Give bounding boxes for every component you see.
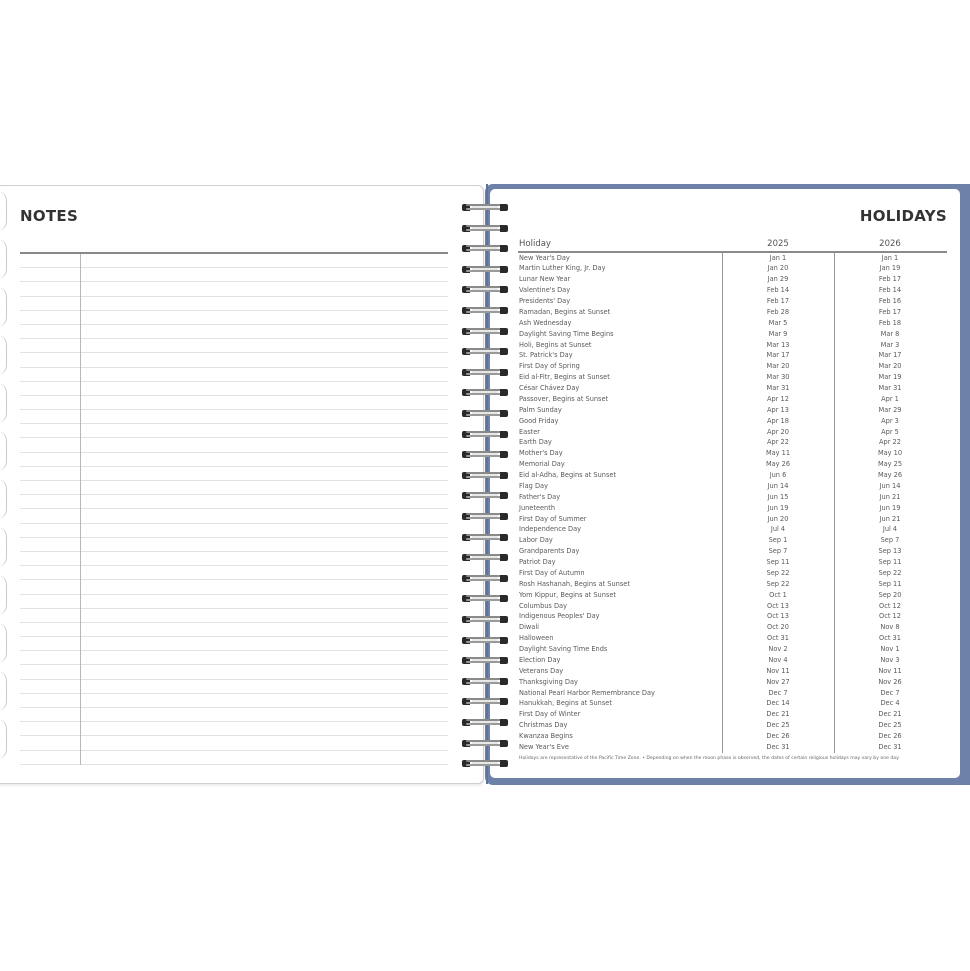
notes-line[interactable] (20, 254, 448, 268)
date-2026: Nov 3 (880, 655, 900, 664)
date-2026: Sep 7 (880, 536, 900, 545)
date-2026: Jun 19 (879, 503, 901, 512)
table-row (518, 350, 948, 361)
table-row (518, 557, 948, 568)
date-2025: Apr 13 (767, 405, 789, 414)
holiday-name: Lunar New Year (519, 275, 571, 284)
table-row (518, 372, 948, 383)
spiral-ring-icon (462, 492, 508, 499)
page-edge-tab (0, 431, 7, 471)
holiday-name: Memorial Day (519, 460, 565, 469)
notes-line[interactable] (20, 368, 448, 382)
notes-line[interactable] (20, 665, 448, 679)
date-2026: Sep 20 (878, 590, 902, 599)
date-2026: Sep 13 (878, 547, 902, 556)
date-2026: Dec 26 (878, 732, 902, 740)
date-2026: Jun 21 (879, 492, 901, 501)
date-2026: May 25 (877, 460, 903, 469)
table-row (518, 742, 948, 753)
holiday-name: New Year's Eve (519, 742, 569, 751)
date-2025: Mar 5 (768, 318, 788, 327)
date-2026: Nov 1 (880, 645, 900, 653)
holiday-name: Rosh Hashanah, Begins at Sunset (519, 579, 630, 588)
table-row (518, 590, 948, 601)
date-2025: May 26 (765, 460, 791, 469)
spiral-ring-icon (462, 369, 508, 376)
notes-line[interactable] (20, 467, 448, 481)
date-2026: Oct 12 (879, 612, 901, 621)
table-row (518, 579, 948, 590)
table-row (518, 361, 948, 372)
holiday-name: Mother's Day (519, 449, 563, 458)
notes-line[interactable] (20, 495, 448, 509)
date-2026: Jul 4 (882, 525, 898, 534)
page-edge-tab (0, 575, 7, 615)
table-row (518, 318, 948, 329)
holiday-name: Presidents' Day (519, 297, 571, 305)
spiral-ring-icon (462, 534, 508, 541)
holiday-name: Patriot Day (519, 558, 556, 566)
table-row (518, 601, 948, 612)
date-2026: Mar 19 (878, 373, 902, 382)
date-2025: Oct 13 (767, 612, 789, 621)
date-2026: May 26 (877, 471, 903, 479)
notes-line[interactable] (20, 268, 448, 282)
date-2025: Feb 17 (766, 297, 790, 305)
holiday-name: Ramadan, Begins at Sunset (519, 307, 611, 316)
table-row (518, 611, 948, 622)
date-2025: Apr 22 (767, 438, 789, 447)
date-2025: Jun 19 (767, 503, 789, 512)
table-row (518, 481, 948, 492)
date-2026: Mar 20 (878, 362, 902, 371)
holiday-name: Daylight Saving Time Ends (519, 645, 608, 653)
holiday-name: Christmas Day (519, 721, 568, 730)
date-2025: Jun 14 (767, 481, 789, 490)
date-2026: Apr 5 (881, 427, 899, 436)
holiday-name: Earth Day (519, 438, 552, 447)
page-edge-tab (0, 239, 7, 279)
notes-line[interactable] (20, 438, 448, 452)
date-2026: Jun 14 (879, 481, 901, 490)
date-2026: Oct 31 (879, 634, 901, 643)
date-2026: Mar 29 (878, 405, 902, 414)
table-row (518, 394, 948, 405)
holidays-footnote: Holidays are representative of the Pacific Time Zone. • Depending on when the moon phase is observed, the dates of certain religious holidays may vary by one day. (519, 756, 900, 761)
holiday-name: Easter (519, 427, 540, 436)
spiral-ring-icon (462, 513, 508, 520)
notes-line[interactable] (20, 325, 448, 339)
table-row (518, 731, 948, 742)
notes-line[interactable] (20, 580, 448, 594)
notes-line[interactable] (20, 708, 448, 722)
date-2026: Oct 12 (879, 601, 901, 610)
binding-spine (486, 184, 488, 784)
table-row (518, 492, 948, 503)
table-row (518, 253, 948, 264)
holiday-name: Yom Kippur, Begins at Sunset (519, 590, 616, 599)
date-2025: Apr 18 (767, 416, 789, 425)
date-2026: Apr 22 (879, 438, 901, 447)
table-row (518, 470, 948, 481)
date-2025: Mar 20 (766, 362, 790, 371)
notes-line[interactable] (20, 453, 448, 467)
spiral-ring-icon (462, 431, 508, 438)
table-row (518, 503, 948, 514)
table-row (518, 274, 948, 285)
date-2025: Oct 1 (769, 590, 787, 599)
date-2025: Feb 28 (766, 307, 790, 316)
table-row (518, 688, 948, 699)
page-edge-tab (0, 383, 7, 423)
spiral-ring-icon (462, 616, 508, 623)
holiday-name: Flag Day (519, 481, 548, 490)
page-edge-tab (0, 287, 7, 327)
notes-line[interactable] (20, 382, 448, 396)
table-row (518, 709, 948, 720)
holiday-name: Good Friday (519, 416, 559, 425)
notes-line[interactable] (20, 396, 448, 410)
table-row (518, 666, 948, 677)
holiday-name: Ash Wednesday (519, 318, 572, 327)
notes-line[interactable] (20, 410, 448, 424)
date-2025: May 11 (765, 449, 791, 458)
holiday-name: First Day of Spring (519, 362, 580, 371)
table-row (518, 524, 948, 535)
date-2025: Apr 20 (767, 427, 789, 436)
date-2026: Dec 25 (878, 721, 902, 730)
page-edge-tab (0, 191, 7, 231)
holiday-name: National Pearl Harbor Remembrance Day (519, 688, 655, 697)
date-2026: Dec 31 (878, 742, 902, 751)
date-2026: Apr 1 (881, 394, 899, 403)
date-2025: Sep 11 (766, 558, 790, 566)
date-2025: Sep 1 (768, 536, 788, 545)
spiral-ring-icon (462, 678, 508, 685)
table-header (518, 238, 948, 251)
table-row (518, 677, 948, 688)
page-edge-tab (0, 335, 7, 375)
holiday-name: Juneteenth (519, 503, 556, 512)
date-2025: Apr 12 (767, 394, 789, 403)
date-2026: Feb 17 (878, 275, 902, 284)
date-2026: Jan 1 (881, 253, 899, 262)
spiral-ring-icon (462, 575, 508, 582)
table-row (518, 644, 948, 655)
spiral-ring-icon (462, 554, 508, 561)
table-row (518, 285, 948, 296)
date-2025: Oct 13 (767, 601, 789, 610)
holiday-name: St. Patrick's Day (519, 351, 573, 360)
date-2025: Jun 6 (769, 471, 787, 479)
notes-line[interactable] (20, 311, 448, 325)
holiday-name: Thanksgiving Day (519, 677, 578, 686)
spiral-ring-icon (462, 740, 508, 747)
spiral-ring-icon (462, 245, 508, 252)
date-2025: Sep 7 (768, 547, 788, 556)
notes-line[interactable] (20, 282, 448, 296)
date-2026: Mar 3 (880, 340, 900, 349)
date-2026: Mar 17 (878, 351, 902, 360)
date-2026: Dec 7 (880, 688, 900, 697)
date-2025: Sep 22 (766, 568, 790, 577)
date-2026: Mar 31 (878, 384, 902, 392)
notes-line[interactable] (20, 297, 448, 311)
holiday-name: Indigenous Peoples' Day (519, 612, 600, 621)
date-2026: Nov 11 (878, 666, 902, 675)
notes-line[interactable] (20, 609, 448, 623)
holiday-name: First Day of Summer (519, 514, 587, 523)
table-row (518, 622, 948, 633)
notes-line[interactable] (20, 552, 448, 566)
spiral-ring-icon (462, 657, 508, 664)
spiral-ring-icon (462, 698, 508, 705)
date-2026: Nov 26 (878, 677, 902, 686)
holiday-name: Holi, Begins at Sunset (519, 340, 592, 349)
table-row (518, 329, 948, 340)
date-2026: Jun 21 (879, 514, 901, 523)
holiday-name: Passover, Begins at Sunset (519, 394, 609, 403)
date-2025: Sep 22 (766, 579, 790, 588)
spiral-ring-icon (462, 348, 508, 355)
date-2025: Dec 31 (766, 742, 790, 751)
notes-line[interactable] (20, 680, 448, 694)
holiday-name: Eid al-Adha, Begins at Sunset (519, 471, 617, 479)
spiral-ring-icon (462, 472, 508, 479)
date-2025: Dec 21 (766, 710, 790, 719)
holiday-name: Daylight Saving Time Begins (519, 329, 614, 338)
notes-line[interactable] (20, 736, 448, 750)
holiday-name: Independence Day (519, 525, 582, 534)
date-2025: Nov 11 (766, 666, 790, 675)
table-row (518, 383, 948, 394)
notes-line[interactable] (20, 566, 448, 580)
holiday-name: Father's Day (519, 492, 561, 501)
date-2025: Dec 14 (766, 699, 790, 708)
holiday-name: Eid al-Fitr, Begins at Sunset (519, 373, 610, 382)
holiday-name: Columbus Day (519, 601, 567, 610)
table-row (518, 296, 948, 307)
spiral-ring-icon (462, 307, 508, 314)
date-2025: Nov 27 (766, 677, 790, 686)
date-2026: Sep 11 (878, 558, 902, 566)
table-body (518, 253, 948, 753)
page-edge-tab (0, 671, 7, 711)
date-2025: Mar 31 (766, 384, 790, 392)
holiday-name: Veterans Day (519, 666, 564, 675)
spiral-ring-icon (462, 760, 508, 767)
holiday-name: César Chávez Day (519, 384, 580, 392)
date-2025: Mar 9 (768, 329, 788, 338)
date-2026: Dec 4 (880, 699, 900, 708)
date-2026: Feb 14 (878, 286, 902, 295)
date-2025: Jan 20 (767, 264, 789, 273)
table-row (518, 720, 948, 731)
notes-line[interactable] (20, 722, 448, 736)
date-2026: Feb 17 (878, 307, 902, 316)
holiday-name: Halloween (519, 634, 554, 643)
date-2026: Feb 18 (878, 318, 902, 327)
holidays-title: HOLIDAYS (859, 207, 947, 225)
table-row (518, 405, 948, 416)
table-row (518, 416, 948, 427)
holiday-name: Valentine's Day (519, 286, 571, 295)
holiday-name: Labor Day (519, 536, 553, 545)
date-2026: Dec 21 (878, 710, 902, 719)
page-edge-tab (0, 719, 7, 759)
table-row (518, 307, 948, 318)
notes-line[interactable] (20, 538, 448, 552)
date-2025: Oct 20 (767, 623, 789, 632)
date-2026: Jan 19 (879, 264, 901, 273)
date-2025: Mar 17 (766, 351, 790, 360)
page-edge-tab (0, 623, 7, 663)
date-2025: Feb 14 (766, 286, 790, 295)
notes-margin-line (80, 254, 81, 765)
holiday-name: Palm Sunday (519, 405, 562, 414)
table-row (518, 514, 948, 525)
notes-line[interactable] (20, 595, 448, 609)
date-2026: Sep 22 (878, 568, 902, 577)
table-row (518, 459, 948, 470)
holiday-name: Grandparents Day (519, 547, 580, 556)
table-row (518, 535, 948, 546)
table-row (518, 427, 948, 438)
page-edge-tab (0, 527, 7, 567)
table-row (518, 568, 948, 579)
holidays-table (518, 238, 948, 753)
notes-line[interactable] (20, 509, 448, 523)
spiral-ring-icon (462, 389, 508, 396)
table-row (518, 263, 948, 274)
table-row (518, 340, 948, 351)
spiral-ring-icon (462, 204, 508, 211)
date-2026: Nov 8 (880, 623, 900, 632)
holiday-name: First Day of Winter (519, 710, 581, 719)
notes-line[interactable] (20, 694, 448, 708)
spiral-ring-icon (462, 286, 508, 293)
table-row (518, 698, 948, 709)
spiral-ring-icon (462, 225, 508, 232)
holiday-name: Diwali (519, 623, 540, 632)
table-row (518, 546, 948, 557)
date-2025: Dec 25 (766, 721, 790, 730)
holiday-name: New Year's Day (519, 253, 570, 262)
date-2026: Sep 11 (878, 579, 902, 588)
table-row (518, 655, 948, 666)
date-2025: Nov 4 (768, 655, 788, 664)
notes-line[interactable] (20, 353, 448, 367)
date-2025: Dec 26 (766, 732, 790, 740)
date-2025: Jun 20 (767, 514, 789, 523)
table-row (518, 633, 948, 644)
spiral-ring-icon (462, 328, 508, 335)
date-2025: Oct 31 (767, 634, 789, 643)
holiday-name: First Day of Autumn (519, 568, 585, 577)
holiday-name: Kwanzaa Begins (519, 732, 573, 740)
notes-line[interactable] (20, 751, 448, 765)
notes-title: NOTES (20, 207, 79, 225)
date-2026: Mar 8 (880, 329, 900, 338)
spiral-ring-icon (462, 595, 508, 602)
notes-line[interactable] (20, 481, 448, 495)
notes-line[interactable] (20, 524, 448, 538)
page-edge-stack (0, 187, 6, 779)
spiral-ring-icon (462, 451, 508, 458)
date-2026: May 10 (877, 449, 903, 458)
notes-line[interactable] (20, 424, 448, 438)
date-2025: Jul 4 (770, 525, 786, 534)
spiral-ring-icon (462, 719, 508, 726)
date-2025: Mar 30 (766, 373, 790, 382)
date-2025: Dec 7 (768, 688, 788, 697)
notes-ruled-lines[interactable] (20, 254, 448, 765)
header-year-2025: 2025 (767, 239, 789, 249)
page-edge-tab (0, 479, 7, 519)
spiral-ring-icon (462, 410, 508, 417)
notes-line[interactable] (20, 637, 448, 651)
date-2026: Apr 3 (881, 416, 899, 425)
date-2025: Jan 1 (769, 253, 787, 262)
holiday-name: Election Day (519, 655, 561, 664)
notes-line[interactable] (20, 651, 448, 665)
date-2025: Nov 2 (768, 645, 788, 653)
spiral-ring-icon (462, 637, 508, 644)
header-holiday: Holiday (519, 239, 551, 249)
notes-line[interactable] (20, 339, 448, 353)
date-2025: Jan 29 (767, 275, 789, 284)
spiral-ring-icon (462, 266, 508, 273)
date-2025: Mar 13 (766, 340, 790, 349)
holiday-name: Martin Luther King, Jr. Day (519, 264, 606, 273)
header-year-2026: 2026 (879, 239, 901, 249)
date-2026: Feb 16 (878, 297, 902, 305)
holiday-name: Hanukkah, Begins at Sunset (519, 699, 612, 708)
date-2025: Jun 15 (767, 492, 789, 501)
table-row (518, 437, 948, 448)
notes-line[interactable] (20, 623, 448, 637)
table-row (518, 448, 948, 459)
